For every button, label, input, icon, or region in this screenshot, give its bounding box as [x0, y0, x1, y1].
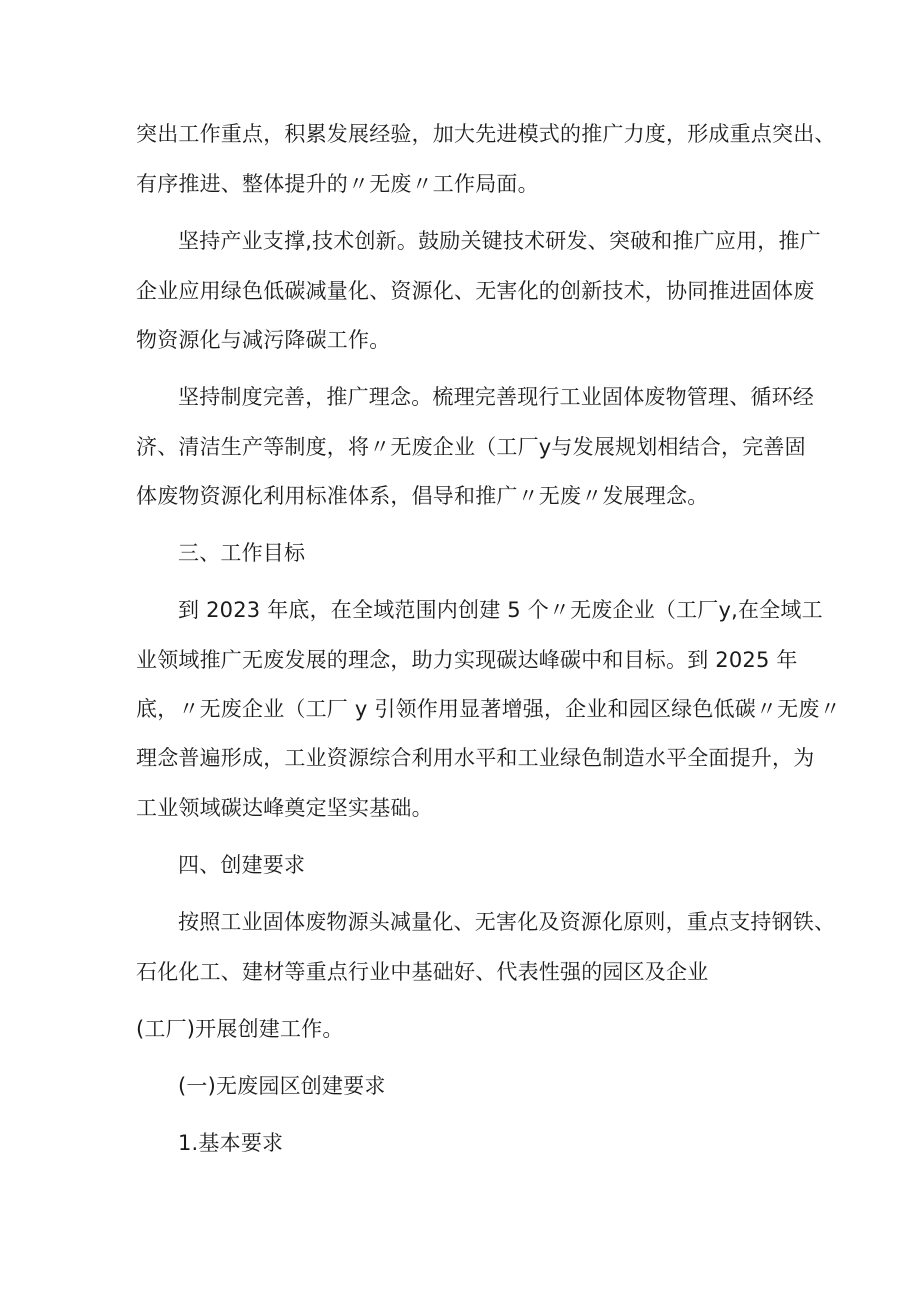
text-line: 济、清洁生产等制度，将〃无废企业（工厂y与发展规划相结合，完善固	[136, 435, 806, 459]
text-line: 体废物资源化利用标准体系，倡导和推广〃无废〃发展理念。	[136, 484, 709, 508]
text-line: 按照工业固体废物源头减量化、无害化及资源化原则，重点支持钢铁、	[178, 910, 836, 934]
text-line: 企业应用绿色低碳减量化、资源化、无害化的创新技术，协同推进固体废	[136, 279, 815, 303]
text-line: 石化化工、建材等重点行业中基础好、代表性强的园区及企业	[136, 960, 709, 984]
section-heading: 三、工作目标	[178, 541, 306, 565]
text-line: (工厂)开展创建工作。	[136, 1017, 344, 1041]
subsection-heading: 1.基本要求	[178, 1131, 284, 1155]
text-line: 突出工作重点，积累发展经验，加大先进模式的推广力度，形成重点突出、	[136, 122, 836, 146]
text-line: 底，〃无废企业（工厂 y 引领作用显著增强，企业和园区绿色低碳〃无废〃	[136, 697, 841, 721]
text-line: 物资源化与减污降碳工作。	[136, 328, 391, 352]
text-line: 工业领域碳达峰奠定坚实基础。	[136, 796, 433, 820]
subsection-heading: (一)无废园区创建要求	[178, 1074, 386, 1098]
text-line: 业领域推广无废发展的理念，助力实现碳达峰碳中和目标。到 2025 年	[136, 648, 798, 672]
text-line: 有序推进、整体提升的〃无废〃工作局面。	[136, 172, 539, 196]
text-line: 理念普遍形成，工业资源综合利用水平和工业绿色制造水平全面提升，为	[136, 746, 815, 770]
text-line: 坚持产业支撑,技术创新。鼓励关键技术研发、突破和推广应用，推广	[178, 229, 821, 253]
text-line: 到 2023 年底，在全域范围内创建 5 个〃无废企业（工厂y,在全域工	[178, 598, 823, 622]
text-line: 坚持制度完善，推广理念。梳理完善现行工业固体废物管理、循环经	[178, 385, 814, 409]
section-heading: 四、创建要求	[178, 853, 306, 877]
